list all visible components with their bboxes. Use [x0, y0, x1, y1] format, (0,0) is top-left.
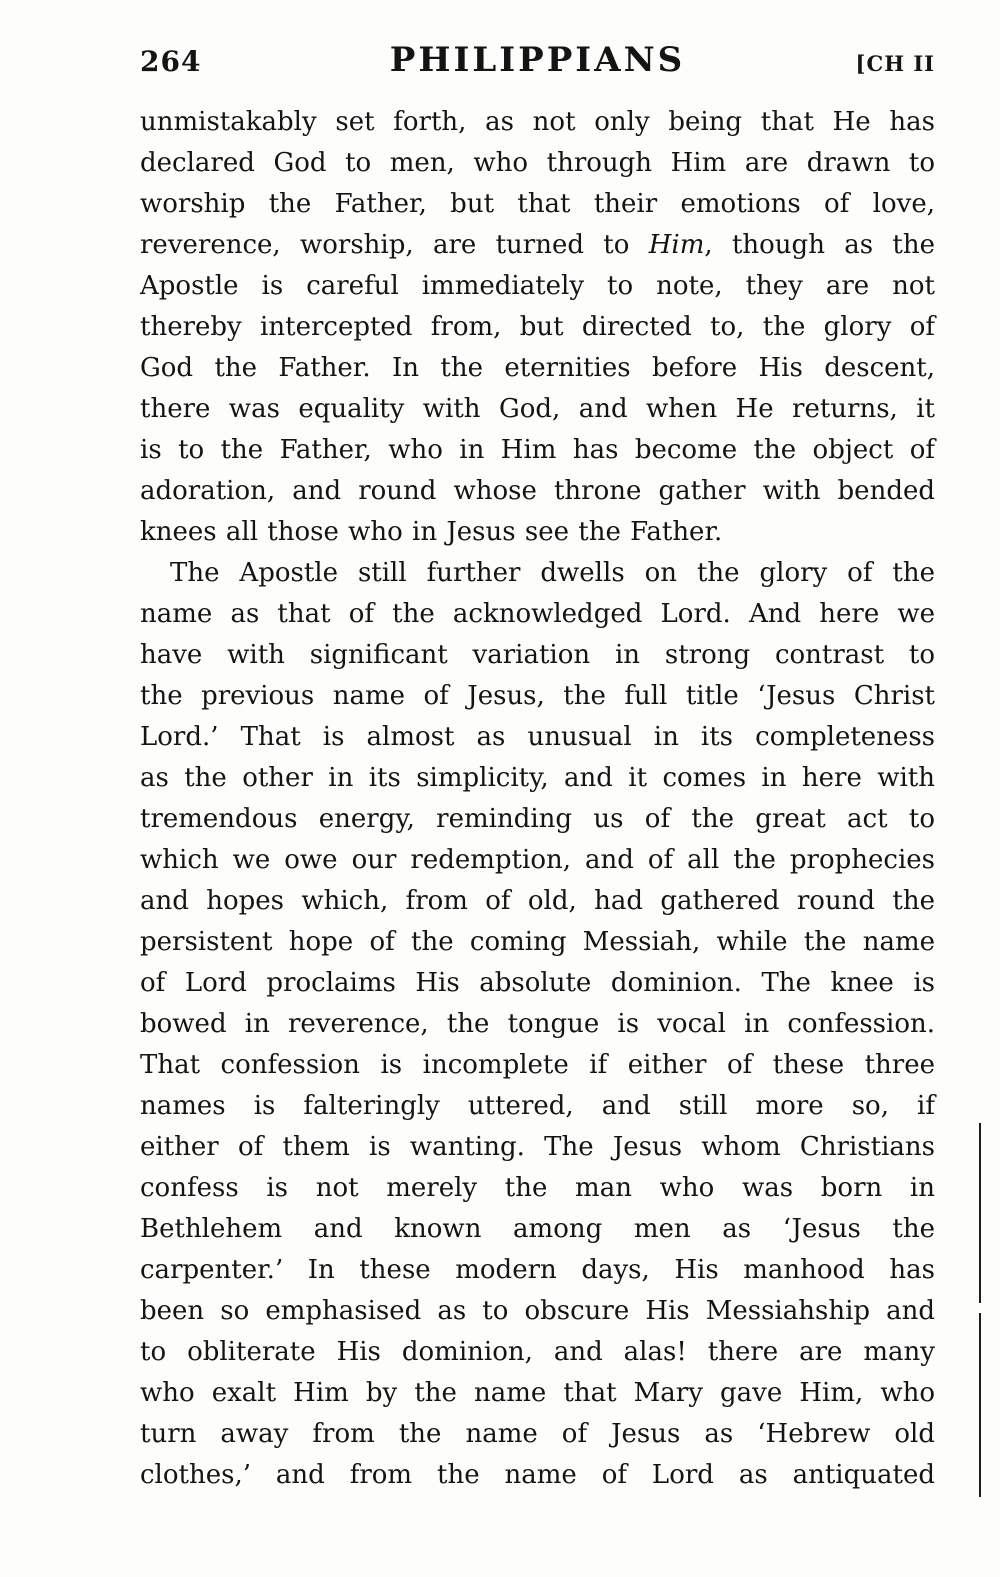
text-line: adoration, and round whose throne gather with bended: [140, 476, 935, 506]
text-line: That confession is incomplete if either of these three: [140, 1050, 935, 1080]
text-line: confess is not merely the man who was born in: [140, 1173, 935, 1203]
text-line: been so emphasised as to obscure His Messiahship and: [140, 1296, 935, 1326]
text-line: there was equality with God, and when He returns, it: [140, 394, 935, 424]
text-line: which we owe our redemption, and of all the prophecies: [140, 845, 935, 875]
running-title: PHILIPPIANS: [389, 40, 686, 80]
paragraph: [140, 553, 935, 1496]
text-line: persistent hope of the coming Messiah, while the name: [140, 927, 935, 957]
page-body: [140, 102, 935, 1496]
page-header: [140, 40, 935, 80]
text-line: carpenter.’ In these modern days, His manhood has: [140, 1255, 935, 1285]
text-line: Lord.’ That is almost as unusual in its completeness: [140, 722, 935, 752]
page-number: 264: [140, 45, 202, 78]
scan-artifact-line: [979, 1123, 981, 1303]
text-line: declared God to men, who through Him are drawn to: [140, 148, 935, 178]
text-line: have with significant variation in strong contrast to: [140, 640, 935, 670]
text-line: Apostle is careful immediately to note, they are not: [140, 271, 935, 301]
text-line: name as that of the acknowledged Lord. And here we: [140, 599, 935, 629]
text-line: to obliterate His dominion, and alas! there are many: [140, 1337, 935, 1367]
text-line: either of them is wanting. The Jesus whom Christians: [140, 1132, 935, 1162]
text-line: the previous name of Jesus, the full title ‘Jesus Christ: [140, 681, 935, 711]
text-line: Bethlehem and known among men as ‘Jesus the: [140, 1214, 935, 1244]
text-line: The Apostle still further dwells on the glory of the: [170, 558, 935, 588]
paragraph: [140, 102, 935, 553]
text-line: knees all those who in Jesus see the Father.: [140, 517, 723, 547]
text-line: is to the Father, who in Him has become the object of: [140, 435, 935, 465]
text-line: reverence, worship, are turned to Him, though as the: [140, 230, 935, 260]
text-line: clothes,’ and from the name of Lord as antiquated: [140, 1460, 935, 1490]
text-line: God the Father. In the eternities before His descent,: [140, 353, 935, 383]
text-line: of Lord proclaims His absolute dominion. The knee is: [140, 968, 935, 998]
text-line: tremendous energy, reminding us of the great act to: [140, 804, 935, 834]
text-line: thereby intercepted from, but directed to, the glory of: [140, 312, 935, 342]
text-line: who exalt Him by the name that Mary gave Him, who: [140, 1378, 935, 1408]
text-line: names is falteringly uttered, and still more so, if: [140, 1091, 935, 1121]
text-line: as the other in its simplicity, and it comes in here with: [140, 763, 935, 793]
chapter-reference: [CH II: [855, 51, 935, 76]
text-line: unmistakably set forth, as not only being that He has: [140, 107, 935, 137]
scan-artifact-line: [979, 1313, 981, 1497]
text-line: turn away from the name of Jesus as ‘Hebrew old: [140, 1419, 935, 1449]
text-line: and hopes which, from of old, had gathered round the: [140, 886, 935, 916]
text-line: worship the Father, but that their emotions of love,: [140, 189, 935, 219]
text-line: bowed in reverence, the tongue is vocal in confession.: [140, 1009, 935, 1039]
